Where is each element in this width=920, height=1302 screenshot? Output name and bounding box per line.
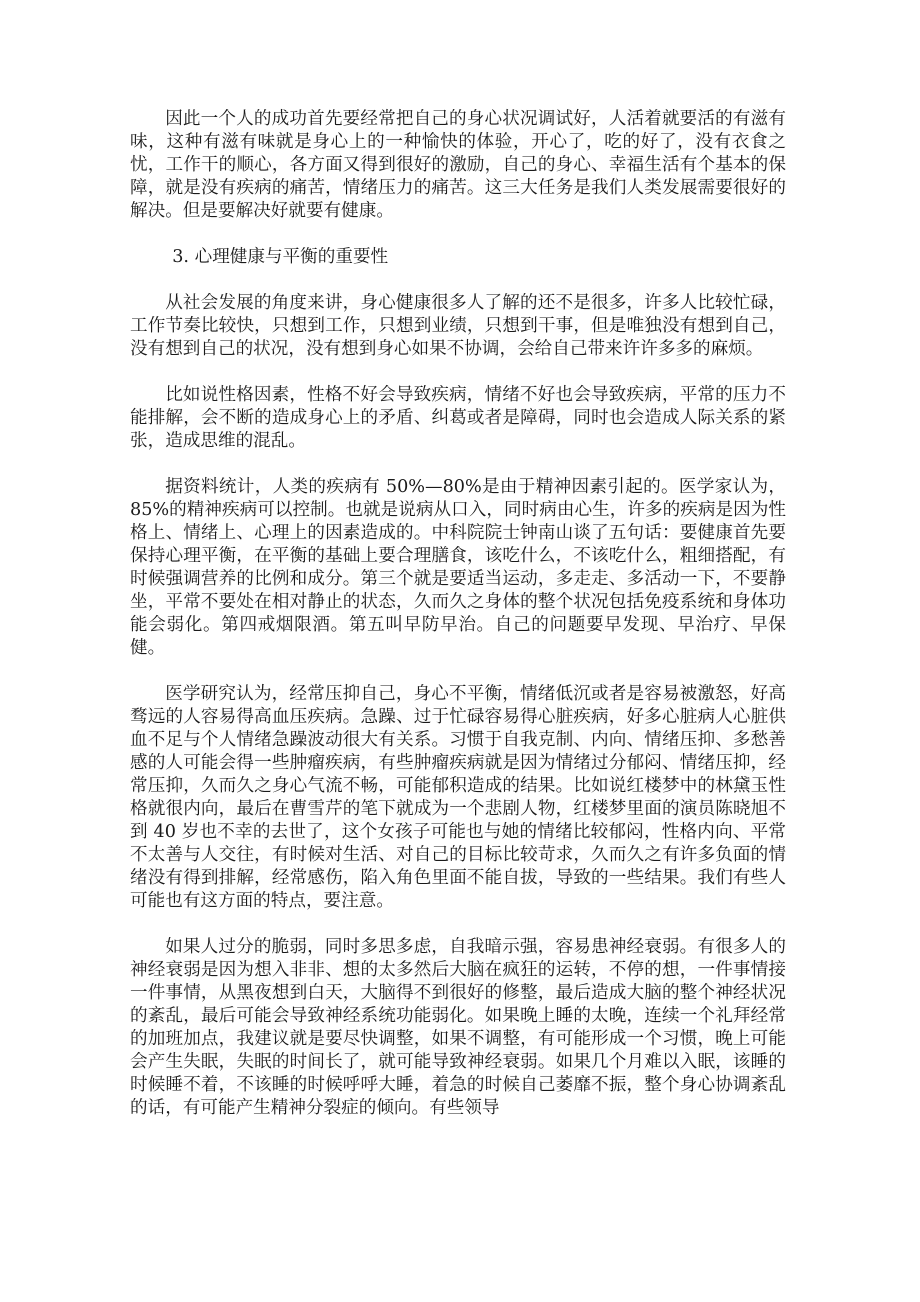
section-heading: 3. 心理健康与平衡的重要性 [172,247,389,267]
paragraph-statistics: 据资料统计，人类的疾病有 50%—80%是由于精神因素引起的。医学家认为，85%的精神疾病可以控制。也就是说病从口入，同时病由心生，许多的疾病是因为性格上、情绪上、心理上的因素造成的。中科院院士钟南山谈了五句话：要健康首先要保持心理平衡，在平衡的基础上要合理膳食，该吃什么，不该吃什么，粗细搭配，有时候强调营养的比例和成分。第三个就是要适当运动，多走走、多活动一下，不要静坐，平常不要处在相对静止的状态，久而久之身体的整个状况包括免疫系统和身体功能会弱化。第四戒烟限酒。第五叫早防早治。自己的问题要早发现、早治疗、早保健。 [130,477,786,658]
paragraph-medical-research: 医学研究认为，经常压抑自己，身心不平衡，情绪低沉或者是容易被激怒，好高骛远的人容易得高血压疾病。急躁、过于忙碌容易得心脏疾病，好多心脏病人心脏供血不足与个人情绪急躁波动很大有关系。习惯于自我克制、内向、情绪压抑、多愁善感的人可能会得一些肿瘤疾病，有些肿瘤疾病就是因为情绪过分郁闷、情绪压抑，经常压抑，久而久之身心气流不畅，可能郁积造成的结果。比如说红楼梦中的林黛玉性格就很内向，最后在曹雪芹的笔下就成为一个悲剧人物，红楼梦里面的演员陈晓旭不到 40 岁也不幸的去世了，这个女孩子可能也与她的情绪比较郁闷，性格内向、平常不太善与人交往，有时候对生活、对自己的目标比较苛求，久而久之有许多负面的情绪没有得到排解，经常感伤，陷入角色里面不能自拔，导致的一些结果。我们有些人可能也有这方面的特点，要注意。 [130,684,786,911]
paragraph-personality-factors: 比如说性格因素，性格不好会导致疾病，情绪不好也会导致疾病，平常的压力不能排解，会不断的造成身心上的矛盾、纠葛或者是障碍，同时也会造成人际关系的紧张，造成思维的混乱。 [130,385,786,451]
document-body [130,108,786,1143]
paragraph-neurasthenia: 如果人过分的脆弱，同时多思多虑，自我暗示强，容易患神经衰弱。有很多人的神经衰弱是因为想入非非、想的太多然后大脑在疯狂的运转，不停的想，一件事情接一件事情，从黑夜想到白天，大脑得不到很好的修整，最后造成大脑的整个神经状况的紊乱，最后可能会导致神经系统功能弱化。如果晚上睡的太晚，连续一个礼拜经常的加班加点，我建议就是要尽快调整，如果不调整，有可能形成一个习惯，晚上可能会产生失眠，失眠的时间长了，就可能导致神经衰弱。如果几个月难以入眠，该睡的时候睡不着，不该睡的时候呼呼大睡，着急的时候自己萎靡不振，整个身心协调紊乱的话，有可能产生精神分裂症的倾向。有些领导 [130,937,786,1118]
paragraph-social-development: 从社会发展的角度来讲，身心健康很多人了解的还不是很多，许多人比较忙碌，工作节奏比较快，只想到工作，只想到业绩，只想到干事，但是唯独没有想到自己，没有想到自己的状况，没有想到身心如果不协调，会给自己带来许许多多的麻烦。 [130,293,786,359]
paragraph-success-health: 因此一个人的成功首先要经常把自己的身心状况调试好，人活着就要活的有滋有味，这种有滋有味就是身心上的一种愉快的体验，开心了，吃的好了，没有衣食之忧，工作干的顺心，各方面又得到很好的激励，自己的身心、幸福生活有个基本的保障，就是没有疾病的痛苦，情绪压力的痛苦。这三大任务是我们人类发展需要很好的解决。但是要解决好就要有健康。 [130,109,786,221]
